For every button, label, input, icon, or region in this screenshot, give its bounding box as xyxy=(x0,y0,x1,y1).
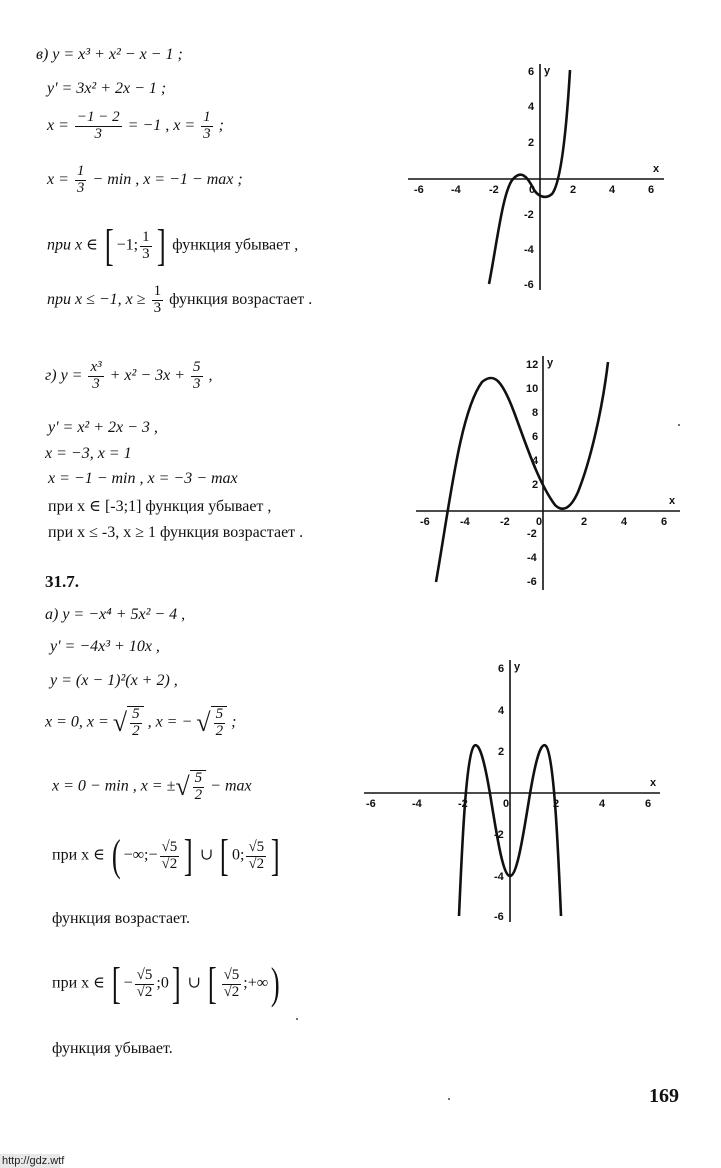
left-bracket: [ xyxy=(111,959,121,1008)
x-tick: 4 xyxy=(609,184,616,196)
a-inc-fraction1 xyxy=(160,840,180,873)
speck xyxy=(296,1018,298,1020)
v-dec-pri: при xyxy=(47,236,71,254)
left-bracket: [ xyxy=(104,221,114,270)
speck xyxy=(448,1098,450,1100)
v-minmax-rest: − min , x = −1 − max ; xyxy=(92,170,243,188)
x-tick: 2 xyxy=(581,516,588,528)
union-sign: ∪ xyxy=(187,974,201,992)
g-increasing-line: при x ≤ -3, x ≥ 1 функция возрастает . xyxy=(48,524,304,541)
v-dec-fraction xyxy=(140,230,152,263)
right-paren: ) xyxy=(271,959,280,1008)
a-minmax-b: − max xyxy=(210,777,252,795)
numerator: 1 xyxy=(153,283,162,299)
numerator: 5 xyxy=(193,359,201,375)
g-func-c: , xyxy=(208,366,213,384)
v-dec-text: функция убывает , xyxy=(172,236,299,254)
x-tick: 0 xyxy=(536,516,543,528)
speck xyxy=(678,424,680,426)
y-tick: 10 xyxy=(526,383,539,395)
x-tick: 6 xyxy=(648,184,655,196)
x-tick: 6 xyxy=(661,516,668,528)
v-dec-inner: −1; xyxy=(116,236,139,254)
a-function-line: а) y = −x⁴ + 5x² − 4 , xyxy=(45,606,186,623)
a-dec-inner2b: ;+∞ xyxy=(243,974,269,992)
sqrt-expression xyxy=(196,706,227,740)
section-number: 31.7. xyxy=(45,572,79,591)
v-inc-text: функция возрастает . xyxy=(169,290,313,308)
numerator: 5 xyxy=(132,706,140,722)
a-dec-fraction1 xyxy=(135,968,155,1001)
x-tick: -6 xyxy=(420,516,430,528)
y-tick: 12 xyxy=(526,359,539,371)
a-inc-inner1: −∞;− xyxy=(123,846,158,864)
right-bracket: ] xyxy=(156,221,166,270)
y-tick: -2 xyxy=(524,209,534,221)
v-minmax-fraction xyxy=(75,164,87,197)
denominator: 3 xyxy=(193,375,201,392)
v-roots-line xyxy=(47,110,224,143)
numerator: 5 xyxy=(194,770,203,786)
y-tick: 4 xyxy=(532,455,539,467)
sqrt-fraction xyxy=(193,771,205,804)
x-axis-label: x xyxy=(653,163,660,175)
numerator: 1 xyxy=(203,109,211,125)
v-roots-x: x = xyxy=(47,116,69,134)
denominator: 3 xyxy=(203,125,211,142)
a-minmax-line xyxy=(52,770,252,804)
a-dec-inner1b: ;0 xyxy=(156,974,169,992)
numerator: 5 xyxy=(215,706,224,722)
v-roots-fraction1 xyxy=(75,110,122,143)
v-derivative-line: y' = 3x² + 2x − 1 ; xyxy=(47,80,167,97)
denominator: 2 xyxy=(215,722,224,739)
numerator: 1 xyxy=(142,228,150,245)
a-minmax-a: x = 0 − min , x = ± xyxy=(52,777,176,795)
numerator: √5 xyxy=(136,966,153,983)
y-tick: -4 xyxy=(524,244,534,256)
x-tick: 2 xyxy=(553,798,560,810)
y-tick: 8 xyxy=(532,407,539,419)
g-roots-line: x = −3, x = 1 xyxy=(45,445,132,462)
v-minmax-line xyxy=(47,164,243,197)
v-dec-x: x ∈ xyxy=(75,236,98,254)
denominator: 3 xyxy=(94,125,103,142)
graph-g xyxy=(410,352,690,592)
y-axis-label: y xyxy=(544,65,551,77)
v-minmax-x: x = xyxy=(47,170,69,188)
a-roots-line xyxy=(45,706,236,740)
a-increasing-interval-line xyxy=(52,831,283,880)
y-tick: 4 xyxy=(498,705,505,717)
a-dec-fraction2 xyxy=(222,968,242,1001)
numerator: x³ xyxy=(90,359,102,375)
x-tick: 6 xyxy=(645,798,652,810)
v-roots-fraction2 xyxy=(201,110,213,143)
y-tick: 2 xyxy=(528,137,535,149)
v-increasing-line xyxy=(47,284,312,317)
radical-sign: √ xyxy=(112,707,128,737)
g-derivative-line: y' = x² + 2x − 3 , xyxy=(48,419,158,436)
g-func-a: г) y = xyxy=(45,366,83,384)
x-tick: -6 xyxy=(366,798,376,810)
v-function-line: в) y = x³ + x² − x − 1 ; xyxy=(36,46,183,63)
y-tick: 6 xyxy=(528,66,535,78)
denominator: √2 xyxy=(223,983,240,1000)
a-decreasing-text: функция убывает. xyxy=(52,1040,173,1057)
page-number: 169 xyxy=(649,1085,679,1107)
y-tick: 6 xyxy=(498,663,505,675)
radical-sign: √ xyxy=(175,771,190,801)
footer-watermark: http://gdz.wtf xyxy=(2,1155,65,1167)
x-axis-label: x xyxy=(669,495,676,507)
sqrt-expression xyxy=(113,706,144,740)
numerator: −1 − 2 xyxy=(76,109,120,125)
denominator: 2 xyxy=(194,786,203,803)
x-tick: -4 xyxy=(460,516,470,528)
sqrt-fraction xyxy=(130,707,142,740)
denominator: 3 xyxy=(76,179,85,196)
y-tick: 4 xyxy=(528,101,535,113)
v-decreasing-line xyxy=(47,221,299,270)
numerator: √5 xyxy=(248,838,265,855)
left-bracket: [ xyxy=(220,831,230,880)
g-minmax-line: x = −1 − min , x = −3 − max xyxy=(48,470,238,487)
v-inc-fraction xyxy=(152,284,164,317)
g-function-line xyxy=(45,360,213,393)
y-tick: 2 xyxy=(532,479,539,491)
denominator: 2 xyxy=(132,722,140,739)
a-dec-pri: при x ∈ xyxy=(52,974,105,992)
graph-a xyxy=(360,656,670,926)
denominator: √2 xyxy=(248,855,265,872)
y-tick: -4 xyxy=(527,552,537,564)
v-inc-pri: при xyxy=(47,290,71,308)
y-axis-label: y xyxy=(514,661,521,673)
x-tick: -4 xyxy=(412,798,422,810)
y-tick: -2 xyxy=(527,528,537,540)
a-dec-inner1: − xyxy=(123,974,133,992)
x-tick: -6 xyxy=(414,184,424,196)
a-inc-pri: при x ∈ xyxy=(52,846,105,864)
v-roots-mid: = −1 , x = xyxy=(127,116,196,134)
v-roots-end: ; xyxy=(218,116,224,134)
y-tick: -4 xyxy=(494,871,504,883)
x-tick: -2 xyxy=(500,516,510,528)
g-decreasing-line: при x ∈ [-3;1] функция убывает , xyxy=(48,498,272,515)
g-func-b: + x² − 3x + xyxy=(109,366,186,384)
a-derivative-line: y' = −4x³ + 10x , xyxy=(50,638,160,655)
right-bracket: ] xyxy=(184,831,193,880)
g-func-fraction2 xyxy=(191,360,203,393)
right-bracket: ] xyxy=(171,959,181,1008)
denominator: √2 xyxy=(136,983,153,1000)
graph-g-curve xyxy=(436,362,608,582)
y-axis-label: y xyxy=(547,357,554,369)
denominator: 3 xyxy=(153,299,162,316)
x-tick: 0 xyxy=(529,184,536,196)
a-factor-line: y = (x − 1)²(x + 2) , xyxy=(50,672,178,689)
y-tick: 2 xyxy=(498,746,505,758)
v-inc-x: x ≤ −1, x ≥ xyxy=(75,290,146,308)
x-tick: -2 xyxy=(458,798,468,810)
y-tick: -6 xyxy=(524,279,534,291)
left-bracket: [ xyxy=(207,959,217,1008)
a-increasing-text: функция возрастает. xyxy=(52,910,190,927)
y-tick: -6 xyxy=(494,911,504,923)
a-roots-c: ; xyxy=(231,713,237,731)
x-tick: -4 xyxy=(451,184,461,196)
a-roots-b: , x = − xyxy=(147,713,193,731)
x-tick: 4 xyxy=(621,516,628,528)
y-tick: -6 xyxy=(527,576,537,588)
a-roots-a: x = 0, x = xyxy=(45,713,109,731)
y-tick: 6 xyxy=(532,431,539,443)
x-tick: -2 xyxy=(489,184,499,196)
sqrt-fraction xyxy=(214,707,226,740)
right-bracket: ] xyxy=(271,831,280,880)
graph-v xyxy=(400,58,670,298)
radical-sign: √ xyxy=(196,707,211,737)
a-inc-inner2: 0; xyxy=(231,846,245,864)
left-paren: ( xyxy=(111,831,121,880)
numerator: √5 xyxy=(223,966,240,983)
x-tick: 0 xyxy=(503,798,510,810)
x-tick: 4 xyxy=(599,798,606,810)
numerator: 1 xyxy=(76,163,85,179)
union-sign: ∪ xyxy=(199,846,214,864)
a-inc-fraction2 xyxy=(246,840,266,873)
denominator: 3 xyxy=(92,375,100,392)
x-tick: 2 xyxy=(570,184,577,196)
a-decreasing-interval-line xyxy=(52,959,283,1008)
x-axis-label: x xyxy=(650,777,657,789)
numerator: √5 xyxy=(161,838,178,855)
g-func-fraction1 xyxy=(88,360,103,393)
denominator: √2 xyxy=(161,855,178,872)
sqrt-expression xyxy=(175,770,206,804)
denominator: 3 xyxy=(142,245,150,262)
y-tick: -2 xyxy=(494,829,504,841)
